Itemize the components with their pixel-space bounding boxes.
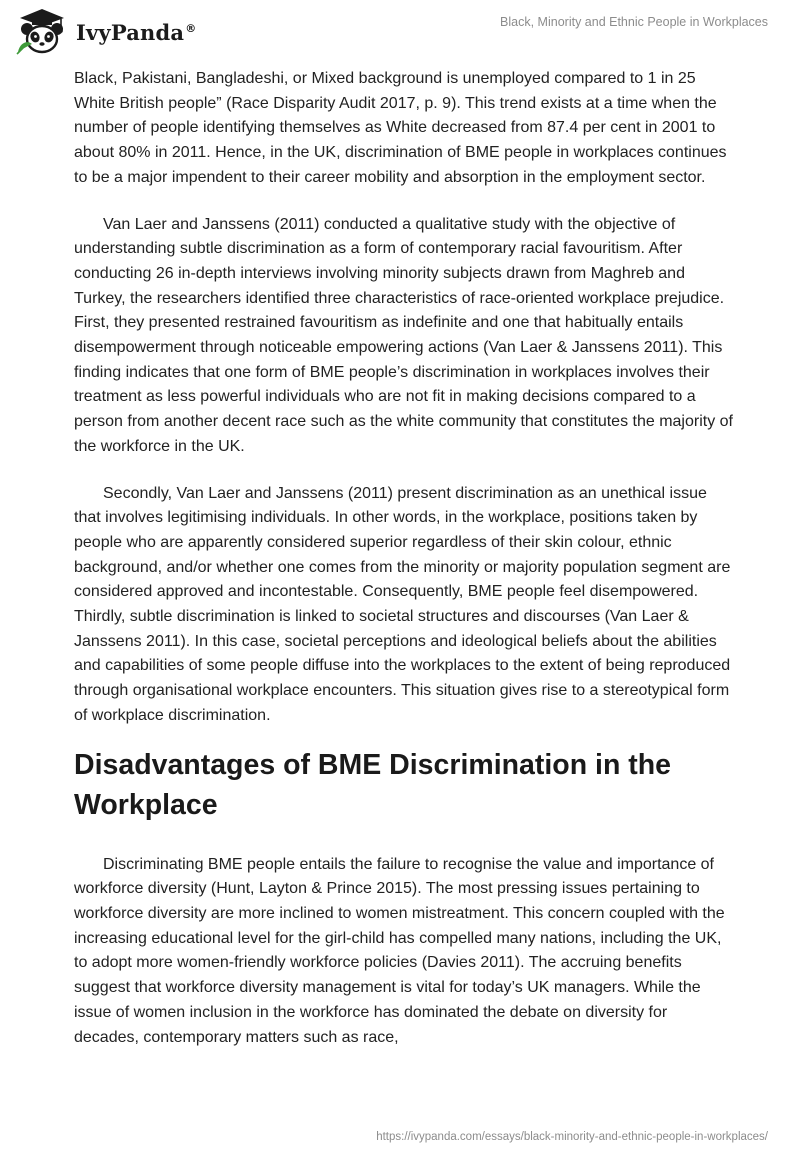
document-title: Black, Minority and Ethnic People in Workplaces [500,15,768,29]
page-header [0,0,800,64]
source-url[interactable]: https://ivypanda.com/essays/black-minority-and-ethnic-people-in-workplaces/ [376,1131,768,1143]
body-paragraph: Van Laer and Janssens (2011) conducted a qualitative study with the objective of understanding subtle discrimination as a form of contemporary racial favouritism. After conducting 26 in-depth interviews involving minority subjects drawn from Maghreb and Turkey, the researchers identified three characteristics of race-oriented workplace prejudice. First, they presented restrained favouritism as indefinite and one that habitually entails disempowerment through noticeable empowering actions (Van Laer & Janssens 2011). This finding indicates that one form of BME people’s discrimination in workplaces involves their treatment as less powerful individuals who are not fit in making decisions compared to a person from another decent race such as the white community that constitutes the majority of the workforce in the UK. [74,215,733,455]
ivypanda-logo-link[interactable] [14,8,196,56]
body-paragraph: Discriminating BME people entails the failure to recognise the value and importance of workforce diversity (Hunt, Layton & Prince 2015). The most pressing issues pertaining to workforce diversity are more inclined to women mistreatment. This concern coupled with the increasing educational level for the girl-child has compelled many nations, including the UK, to adopt more women-friendly workforce policies (Davies 2011). The accruing benefits suggest that workforce diversity management is vital for today’s UK managers. While the issue of women inclusion in the workforce has dominated the debate on diversity for decades, contemporary matters such as race, [74,855,725,1046]
registered-mark: ® [185,21,197,35]
panda-graduate-icon [14,8,70,56]
essay-body [74,67,734,1050]
body-paragraph: Secondly, Van Laer and Janssens (2011) present discrimination as an unethical issue that involves legitimising individuals. In other words, in the workplace, positions taken by people who are apparently considered superior regardless of their skin colour, ethnic background, and/or whether one comes from the minority or majority population segment are considered approved and incontestable. Consequently, BME people feel disempowered. Thirdly, subtle discrimination is linked to societal structures and discourses (Van Laer & Janssens 2011). In this case, societal perceptions and ideological beliefs about the abilities and capabilities of some people diffuse into the workplaces to the extent of being reproduced through organisational workplace encounters. This situation gives rise to a stereotypical form of workplace discrimination. [74,484,731,724]
body-paragraph: Black, Pakistani, Bangladeshi, or Mixed background is unemployed compared to 1 in 25 White British people” (Race Disparity Audit 2017, p. 9). This trend exists at a time when the number of people identifying themselves as White decreased from 87.4 per cent in 2001 to about 80% in 2011. Hence, in the UK, discrimination of BME people in workplaces continues to be a major impendent to their career mobility and absorption in the employment sector. [74,70,727,186]
section-heading: Disadvantages of BME Discrimination in the Workplace [74,748,672,821]
logo-wordmark: IvyPanda® [76,19,197,45]
